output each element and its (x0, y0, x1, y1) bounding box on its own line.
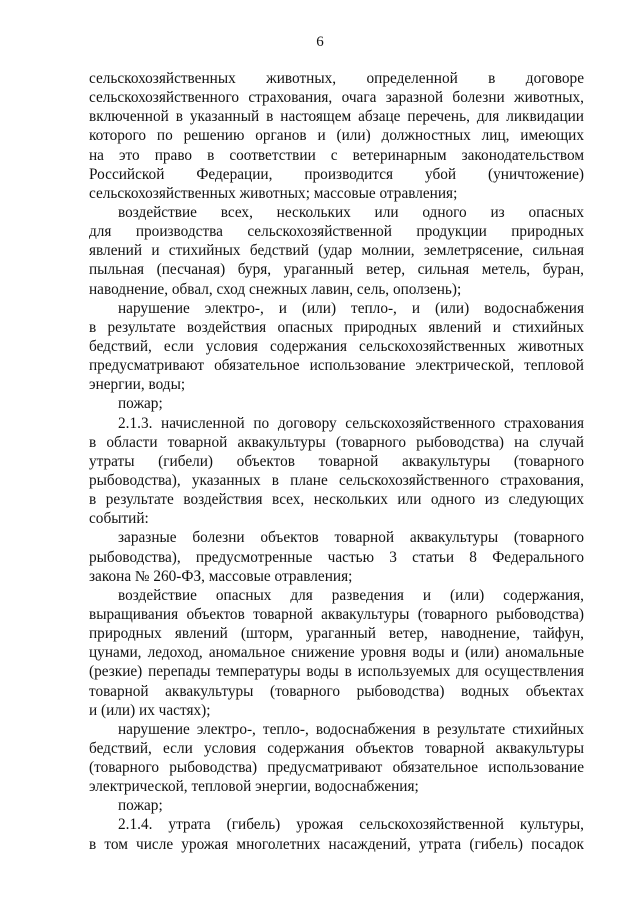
text-line: рыбоводства), указанных в плане сельскохозяйственного страхования, (89, 471, 584, 489)
text-line: для производства сельскохозяйственной продукции природных (89, 223, 584, 241)
text-line: на это право в соответствии с ветеринарным законодательством (89, 146, 584, 164)
page-number: 6 (316, 34, 324, 50)
text-line: (товарного рыбоводства) предусматривают обязательное использование (89, 759, 584, 777)
text-line: нарушение электро-, тепло-, водоснабжения в результате стихийных (118, 720, 584, 738)
text-line: цунами, ледоход, аномальное снижение уровня воды и (или) аномальные (89, 644, 584, 662)
text-line: сельскохозяйственных животных; массовые отравления; (89, 184, 458, 202)
text-line: Российской Федерации, производится убой (уничтожение) (89, 165, 584, 183)
text-line: явлений и стихийных бедствий (удар молнии, землетрясение, сильная (89, 242, 584, 260)
text-line: природных явлений (шторм, ураганный ветер, наводнение, тайфун, (89, 625, 584, 643)
text-line: (резкие) перепады температуры воды в используемых для осуществления (89, 663, 584, 681)
text-line: и (или) их частях); (89, 701, 211, 719)
text-line: выращивания объектов товарной аквакультуры (товарного рыбоводства) (89, 605, 584, 623)
body-text (89, 69, 584, 854)
text-line: рыбоводства), предусмотренные частью 3 статьи 8 Федерального (89, 548, 584, 566)
text-line: которого по решению органов и (или) должностных лиц, имеющих (89, 127, 584, 145)
text-line: воздействие опасных для разведения и (или) содержания, (118, 586, 584, 604)
text-line: в результате воздействия всех, нескольких или одного из следующих (89, 491, 584, 509)
text-line: заразные болезни объектов товарной аквакультуры (товарного (118, 529, 584, 547)
text-line: пожар; (118, 797, 163, 815)
text-line: пожар; (118, 395, 163, 413)
text-line: сельскохозяйственного страхования, очага заразной болезни животных, (89, 89, 584, 107)
text-line: бедствий, если условия содержания сельскохозяйственных животных (89, 337, 584, 355)
text-line: в области товарной аквакультуры (товарного рыбоводства) на случай (89, 433, 584, 451)
text-line: закона № 260-ФЗ, массовые отравления; (89, 567, 353, 585)
text-line: 2.1.4. утрата (гибель) урожая сельскохозяйственной культуры, (118, 816, 584, 834)
text-line: сельскохозяйственных животных, определенной в договоре (89, 70, 584, 87)
text-line: электрической, тепловой энергии, водоснабжения; (89, 778, 419, 796)
text-line: товарной аквакультуры (товарного рыбоводства) водных объектах (89, 682, 584, 700)
text-line: утраты (гибели) объектов товарной аквакультуры (товарного (89, 452, 584, 470)
text-line: событий: (89, 510, 149, 528)
text-line: энергии, воды; (89, 376, 186, 394)
text-line: в том числе урожая многолетних насаждений, утрата (гибель) посадок (89, 835, 584, 853)
text-line: воздействие всех, нескольких или одного из опасных (118, 203, 584, 221)
text-line: пыльная (песчаная) буря, ураганный ветер, сильная метель, буран, (89, 261, 584, 279)
text-line: наводнение, обвал, сход снежных лавин, сель, оползень); (89, 280, 462, 298)
text-line: 2.1.3. начисленной по договору сельскохозяйственного страхования (118, 414, 584, 432)
text-line: в результате воздействия опасных природных явлений и стихийных (89, 318, 584, 336)
text-line: бедствий, если условия содержания объектов товарной аквакультуры (89, 739, 584, 757)
text-line: нарушение электро-, и (или) тепло-, и (или) водоснабжения (118, 299, 584, 317)
text-line: включенной в указанный в настоящем абзаце перечень, для ликвидации (89, 108, 584, 126)
text-line: предусматривают обязательное использование электрической, тепловой (89, 357, 584, 375)
